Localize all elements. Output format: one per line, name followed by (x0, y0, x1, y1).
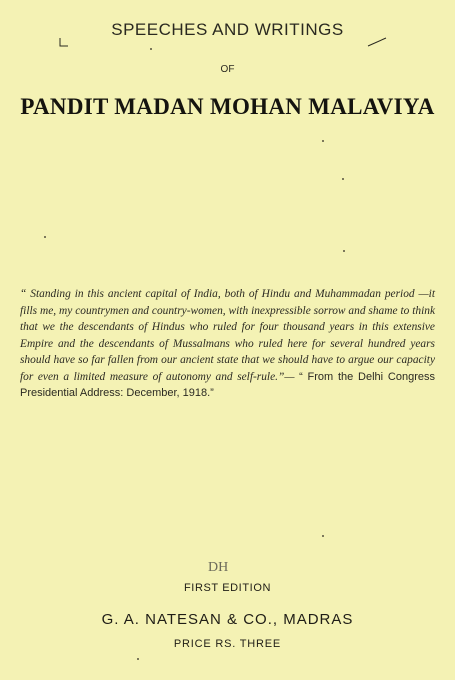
of-line: OF (220, 64, 235, 75)
price-line: PRICE RS. THREE (173, 638, 282, 650)
paper-speck (343, 250, 345, 252)
quote-text: “ Standing in this ancient capital of India, both of Hindu and Muhammadan period —it fills me, my countrymen and country-women, with inexpressible sorrow and shame to think that we the descendants of Hindus who ruled for four thousand years in this extensive Empire and the descendants of Mussalmans who ruled here for several hundred years should have so far fallen from our ancient state that we should have to argue our capacity for even a limited measure of autonomy and self-rule.”— (20, 288, 435, 383)
edition-line: FIRST EDITION (183, 582, 272, 594)
epigraph-quote (20, 286, 435, 402)
quote-source: “ From the Delhi Congress Presidential Address: December, 1918.” (20, 370, 435, 399)
paper-speck (137, 658, 139, 660)
series-title-brackets (56, 36, 396, 50)
paper-speck (150, 48, 152, 50)
paper-speck (322, 535, 324, 537)
paper-speck (44, 236, 46, 238)
series-title: SPEECHES AND WRITINGS (111, 20, 344, 39)
main-title: PANDIT MADAN MOHAN MALAVIYA (20, 94, 435, 119)
paper-speck (322, 140, 324, 142)
publisher-line: G. A. NATESAN & CO., MADRAS (101, 611, 354, 628)
paper-speck (342, 178, 344, 180)
library-stamp: DH (208, 560, 229, 575)
